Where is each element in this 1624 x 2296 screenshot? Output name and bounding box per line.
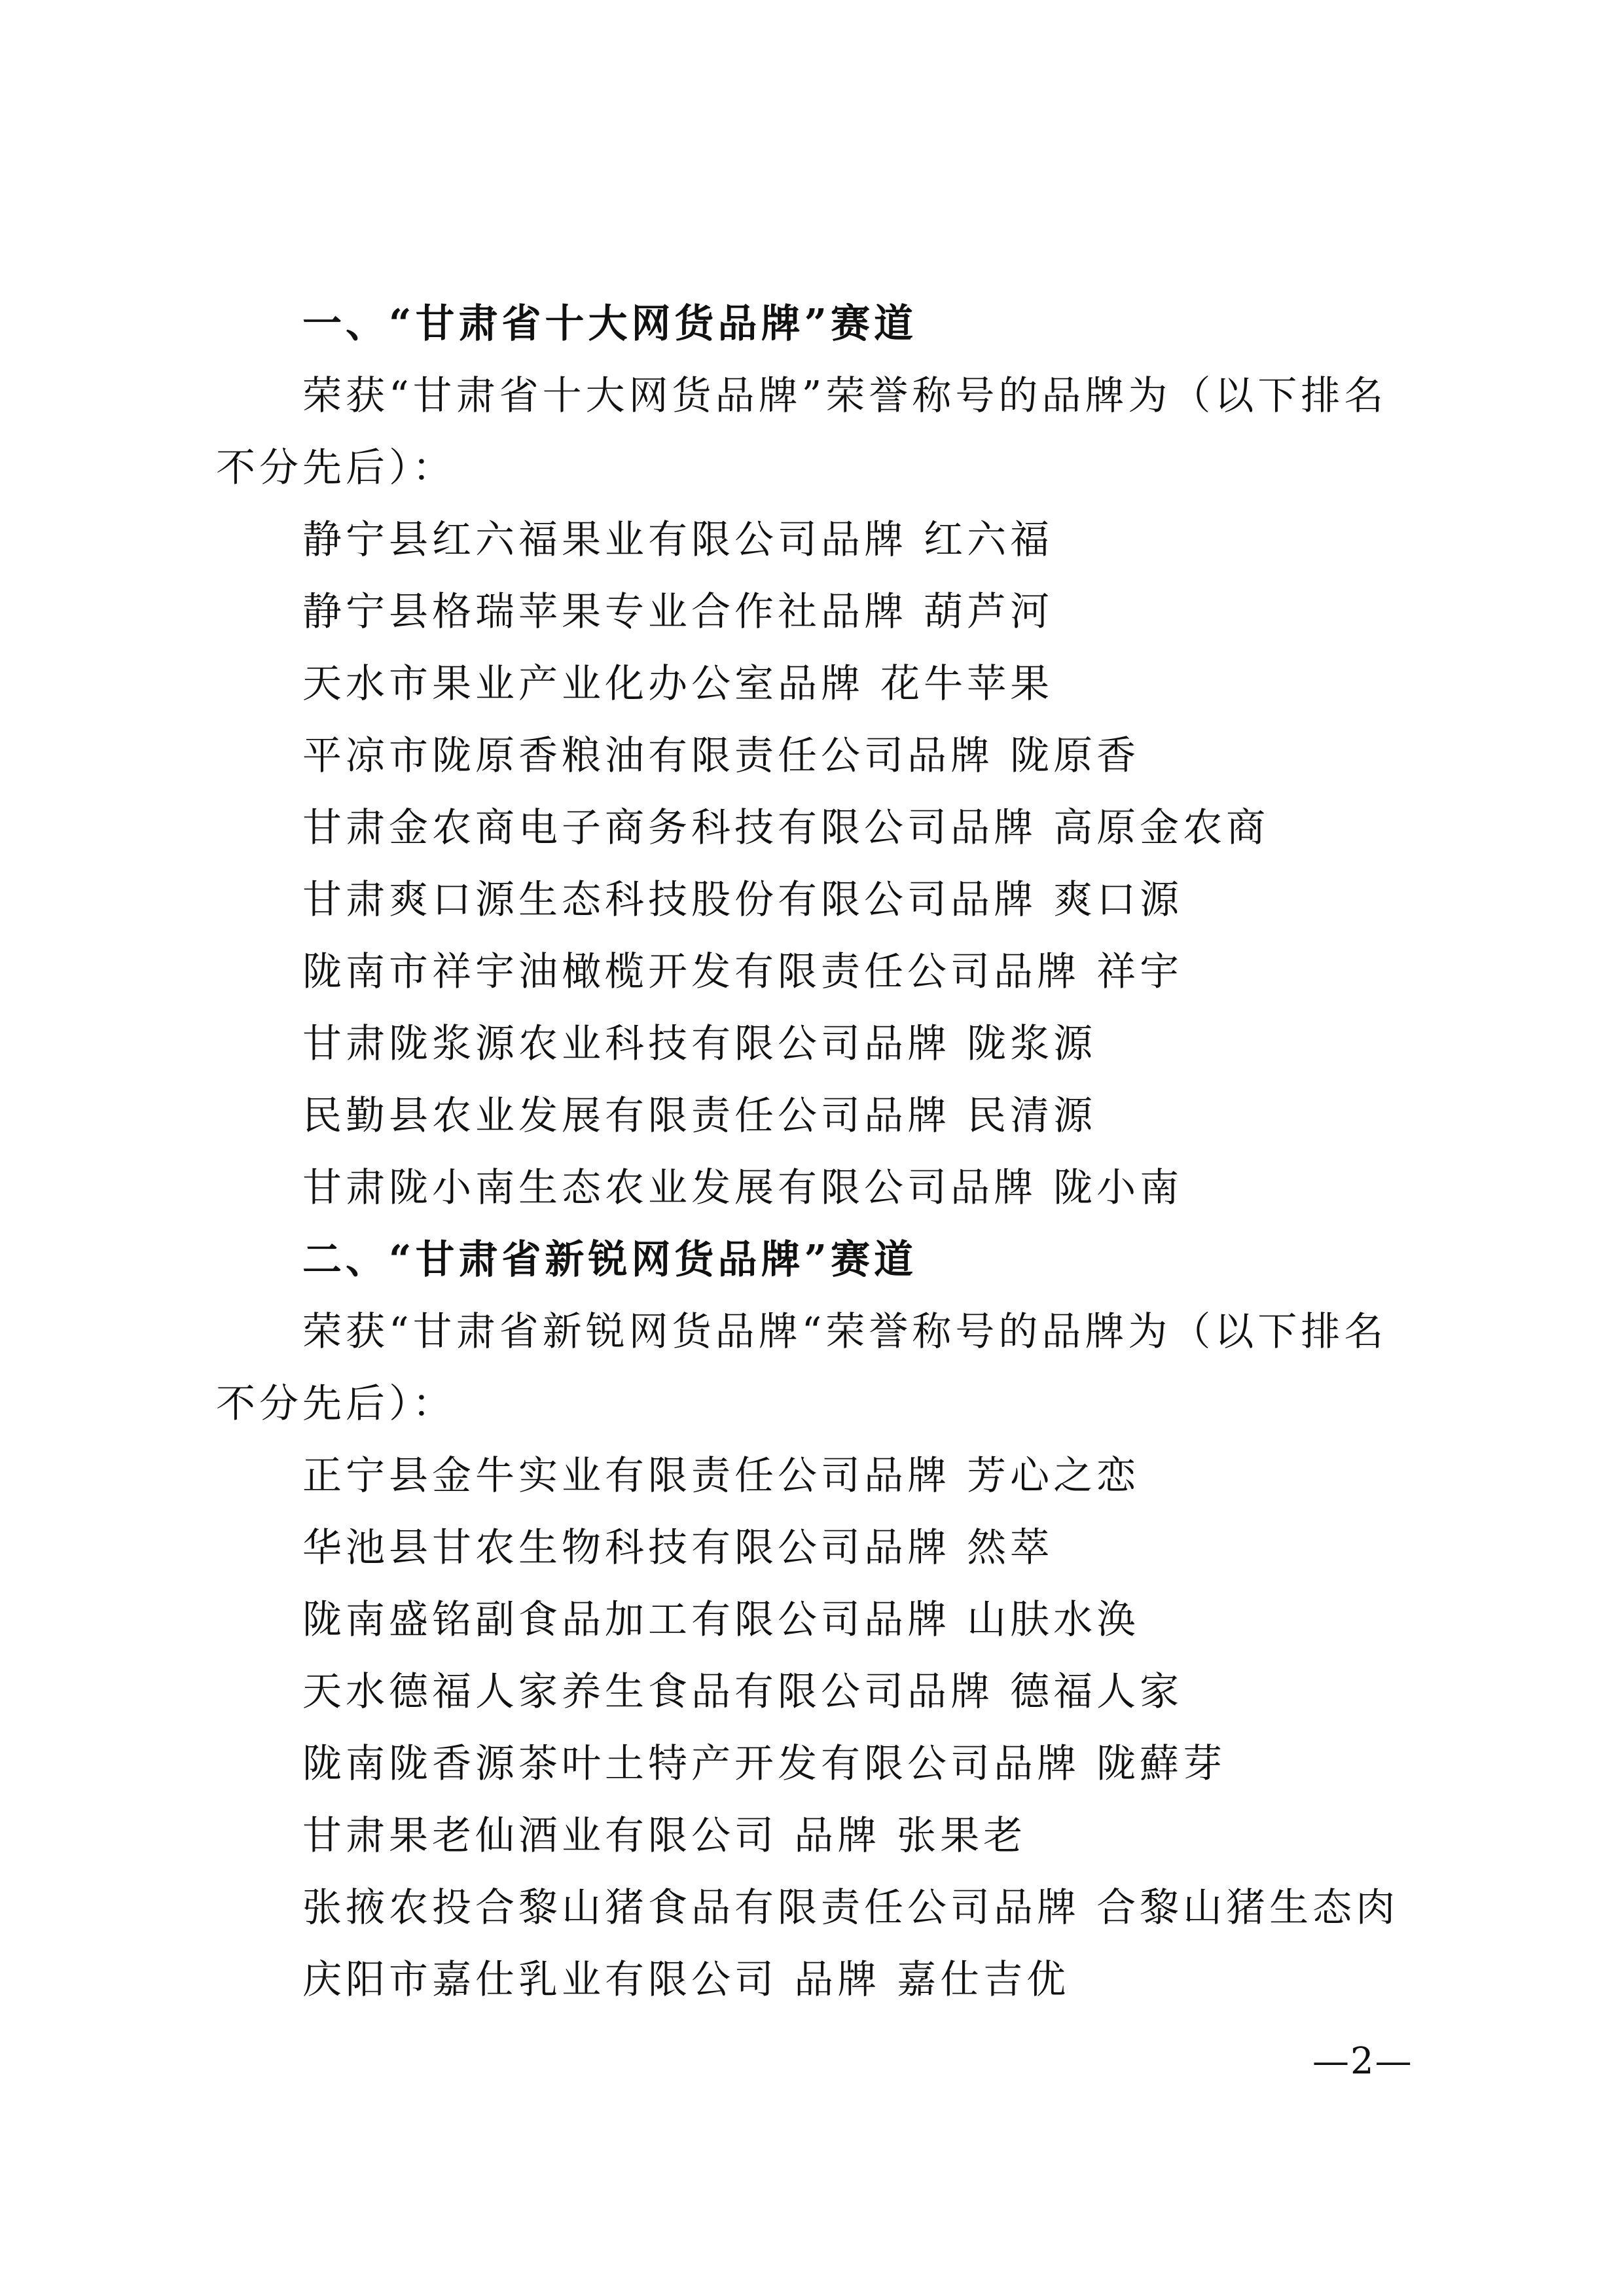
section2-intro-line1: 荣获“甘肃省新锐网货品牌“荣誉称号的品牌为（以下排名 xyxy=(302,1309,1388,1355)
section1-item: 甘肃陇浆源农业科技有限公司品牌 陇浆源 xyxy=(302,1021,1097,1067)
section2-item: 庆阳市嘉仕乳业有限公司 品牌 嘉仕吉优 xyxy=(302,1957,1070,2003)
section2-item: 陇南陇香源茶叶土特产开发有限公司品牌 陇蘚芽 xyxy=(302,1741,1227,1787)
section1-item: 平凉市陇原香粮油有限责任公司品牌 陇原香 xyxy=(302,733,1140,779)
section1-item: 甘肃陇小南生态农业发展有限公司品牌 陇小南 xyxy=(302,1165,1183,1211)
section2-item: 华池县甘农生物科技有限公司品牌 然萃 xyxy=(302,1525,1054,1571)
section1-item: 天水市果业产业化办公室品牌 花牛苹果 xyxy=(302,661,1054,707)
section1-intro-line1: 荣获“甘肃省十大网货品牌”荣誉称号的品牌为（以下排名 xyxy=(302,373,1388,419)
page-number: —2— xyxy=(1312,2040,1413,2083)
section1-item: 甘肃爽口源生态科技股份有限公司品牌 爽口源 xyxy=(302,877,1183,923)
section1-item: 陇南市祥宇油橄榄开发有限责任公司品牌 祥宇 xyxy=(302,949,1183,995)
section2-item: 甘肃果老仙酒业有限公司 品牌 张果老 xyxy=(302,1813,1027,1859)
section2-item: 正宁县金牛实业有限责任公司品牌 芳心之恋 xyxy=(302,1453,1140,1499)
section2-intro-line2: 不分先后）： xyxy=(216,1381,456,1427)
section1-item: 静宁县格瑞苹果专业合作社品牌 葫芦河 xyxy=(302,589,1054,635)
section1-item: 民勤县农业发展有限责任公司品牌 民清源 xyxy=(302,1093,1097,1139)
section2-item: 陇南盛铭副食品加工有限公司品牌 山肤水涣 xyxy=(302,1597,1140,1643)
section2-heading: 二、“甘肃省新锐网货品牌”赛道 xyxy=(302,1237,918,1283)
section2-item: 天水德福人家养生食品有限公司品牌 德福人家 xyxy=(302,1669,1183,1715)
section1-heading: 一、“甘肃省十大网货品牌”赛道 xyxy=(302,301,918,347)
section1-intro-line2: 不分先后）： xyxy=(216,445,456,491)
section1-item: 静宁县红六福果业有限公司品牌 红六福 xyxy=(302,517,1054,563)
section2-item: 张掖农投合黎山猪食品有限责任公司品牌 合黎山猪生态肉 xyxy=(302,1885,1399,1931)
section1-item: 甘肃金农商电子商务科技有限公司品牌 高原金农商 xyxy=(302,805,1270,851)
